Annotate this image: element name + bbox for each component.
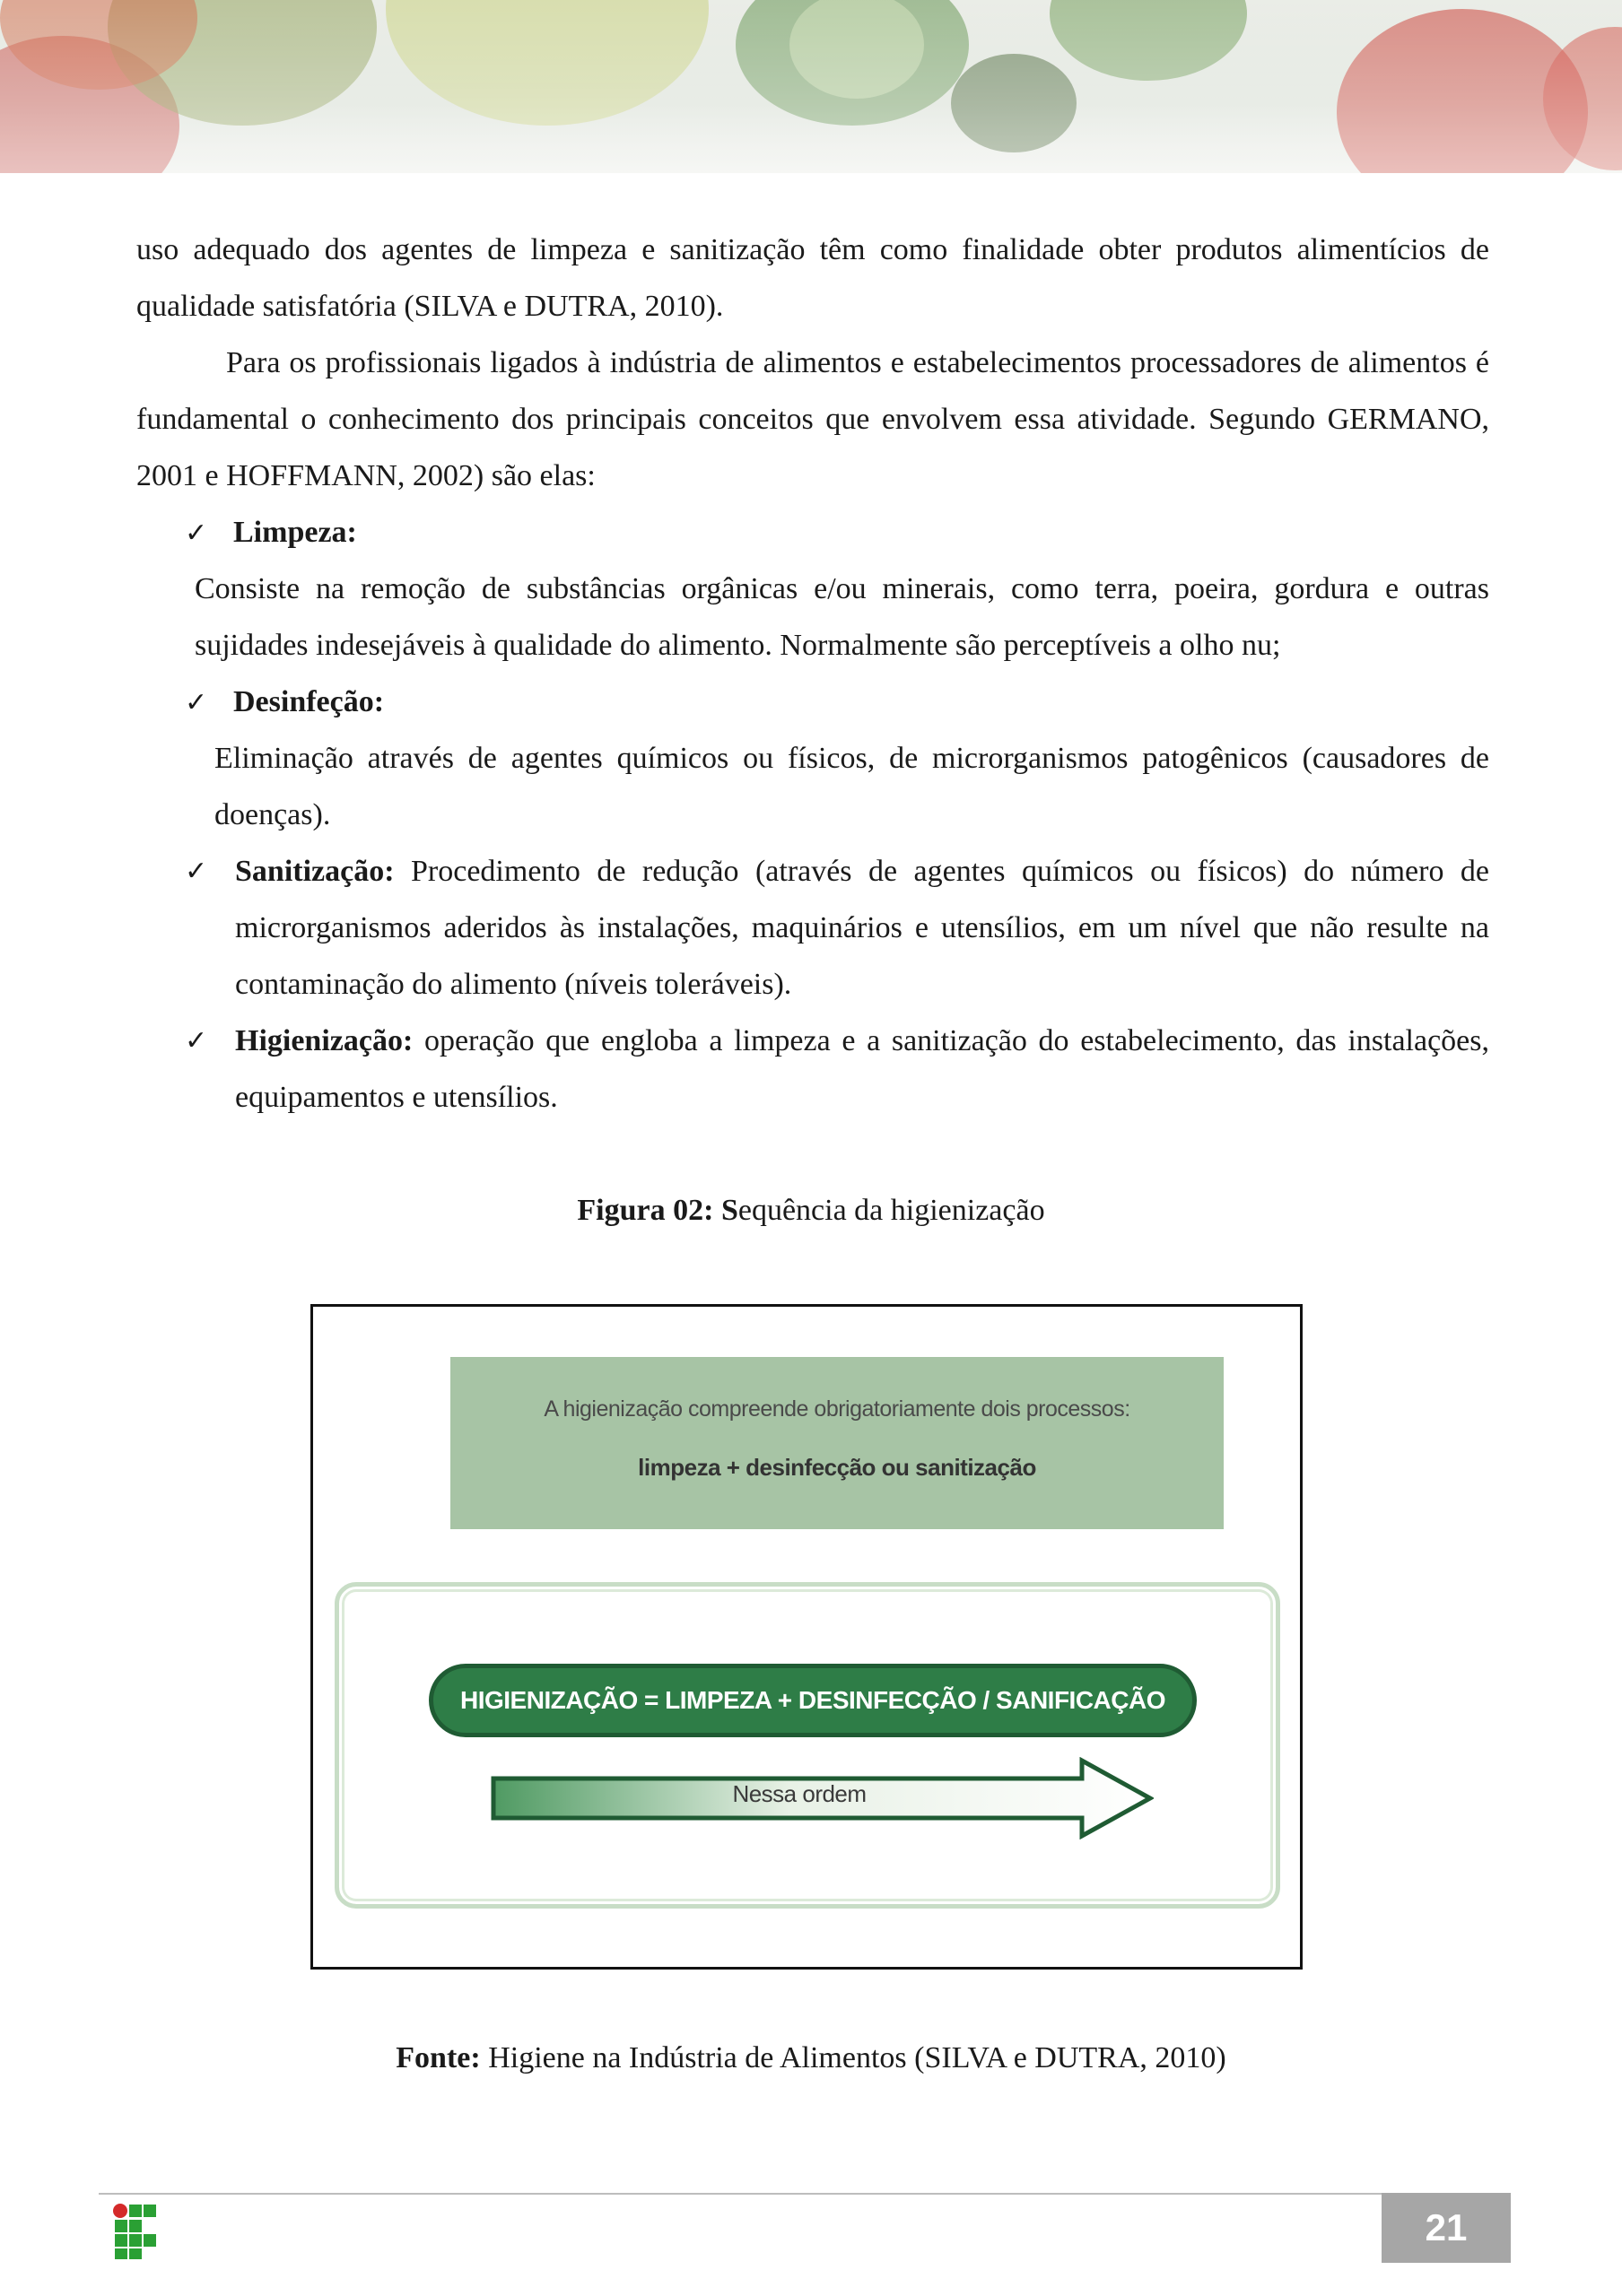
definition-higienizacao: operação que engloba a limpeza e a sanitização do estabelecimento, das instalações, equipamentos e utensílios. (235, 1024, 1490, 1114)
paragraph-concepts: Para os profissionais ligados à indústria de alimentos e estabelecimentos processadores de alimentos é fundamental o conhecimento dos principais conceitos que envolvem essa atividade. Segundo GERMANO, 2001 e HOFFMANN, 2002) são elas: (136, 346, 1489, 492)
figure-source-text: Higiene na Indústria de Alimentos (SILVA e DUTRA, 2010) (488, 2041, 1226, 2074)
checkmark-icon: ✓ (185, 517, 208, 549)
page-number: 21 (1382, 2193, 1511, 2263)
bullet-higienizacao (185, 1013, 1489, 1126)
bullet-desinfecao (185, 674, 384, 731)
figure-hygiene-sequence (310, 1304, 1303, 1970)
figure-info-line2: limpeza + desinfecção ou sanitização (638, 1454, 1036, 1481)
bullet-limpeza (185, 504, 357, 561)
checkmark-icon: ✓ (185, 1025, 208, 1057)
definition-desinfecao: Eliminação através de agentes químicos ou físicos, de microrganismos patogênicos (causadores de doenças). (214, 742, 1489, 831)
figure-caption (0, 1193, 1622, 1229)
term-desinfecao: Desinfeção: (233, 685, 385, 718)
checkmark-icon: ✓ (185, 856, 208, 887)
figure-info-line1: A higienização compreende obrigatoriamente dois processos: (544, 1396, 1130, 1422)
arrow-label: Nessa ordem (732, 1780, 867, 1807)
figure-sequence-panel (335, 1582, 1280, 1909)
figure-source (0, 2040, 1622, 2076)
definition-sanitizacao: Procedimento de redução (através de agentes químicos ou físicos) do número de microrganismos aderidos às instalações, maquinários e utensílios, em um nível que não resulte na contaminação do alimento (níveis toleráveis). (235, 855, 1489, 1001)
order-arrow (490, 1757, 1154, 1839)
figure-caption-text: equência da higienização (737, 1194, 1045, 1227)
paragraph-intro: uso adequado dos agentes de limpeza e sanitização têm como finalidade obter produtos alimentícios de qualidade satisfatória (SILVA e DUTRA, 2010). (136, 233, 1489, 323)
institute-logo-icon (111, 2202, 158, 2259)
term-sanitizacao: Sanitização: (235, 855, 395, 888)
definition-limpeza: Consiste na remoção de substâncias orgânicas e/ou minerais, como terra, poeira, gordura e outras sujidades indesejáveis à qualidade do alimento. Normalmente são perceptíveis a olho nu; (195, 572, 1489, 662)
term-higienizacao: Higienização: (235, 1024, 414, 1057)
header-banner-image (0, 0, 1622, 173)
figure-info-box (450, 1357, 1224, 1529)
figure-caption-initial: S (720, 1194, 738, 1227)
term-limpeza: Limpeza: (233, 516, 357, 549)
formula-pill: HIGIENIZAÇÃO = LIMPEZA + DESINFECÇÃO / SANIFICAÇÃO (429, 1664, 1197, 1737)
bullet-sanitizacao (185, 843, 1489, 1013)
footer-divider (99, 2193, 1382, 2195)
figure-source-label: Fonte: (396, 2041, 481, 2074)
checkmark-icon: ✓ (185, 687, 208, 718)
figure-caption-label: Figura 02: (577, 1194, 714, 1227)
